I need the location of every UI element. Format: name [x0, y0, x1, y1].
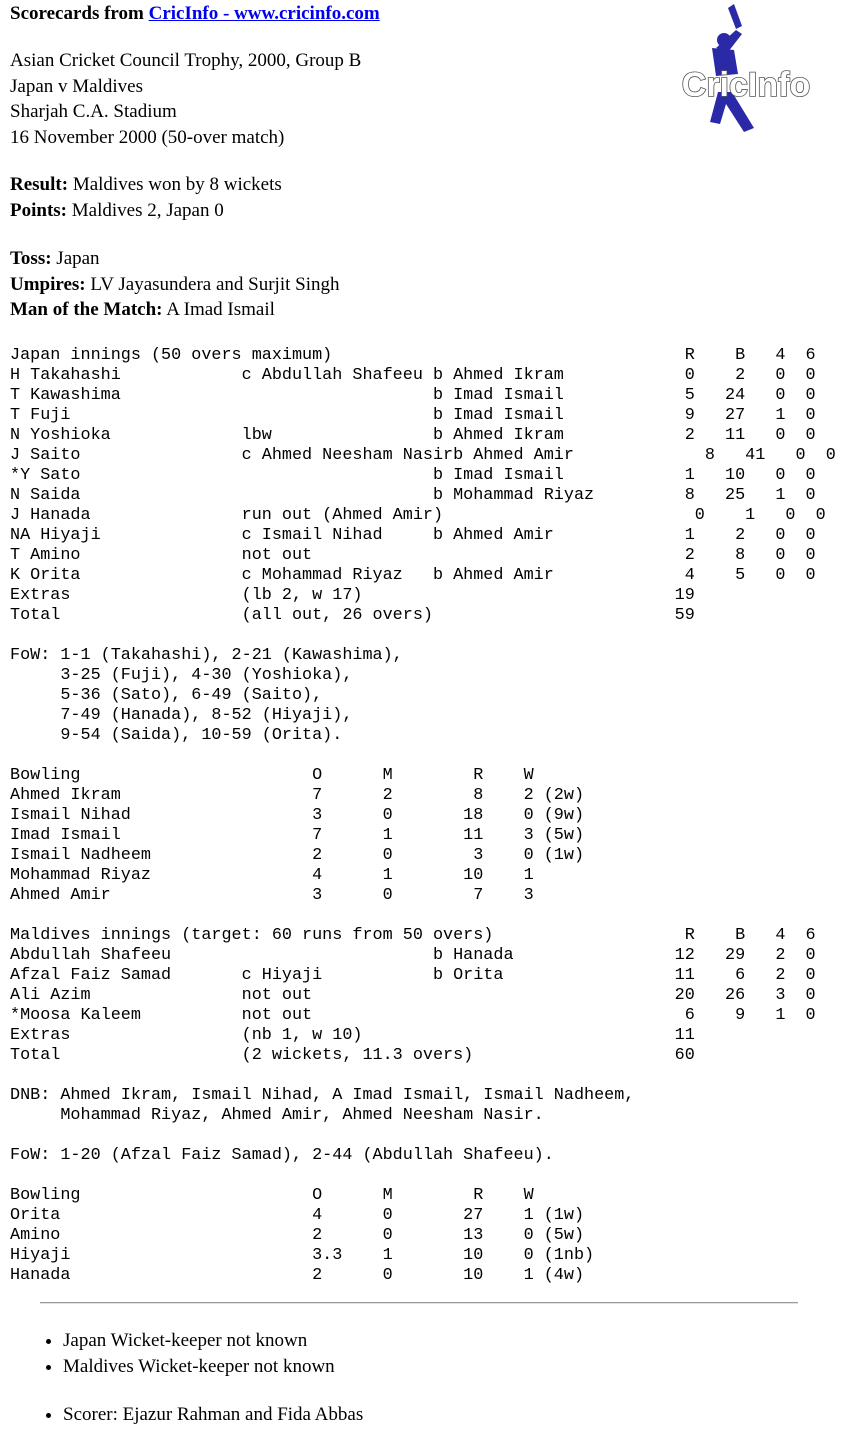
- batting-row: J Hanada run out (Ahmed Amir) 0 1 0 0: [10, 506, 826, 525]
- batting-row: N Saida b Mohammad Riyaz 8 25 1 0: [10, 486, 816, 505]
- fow-line: FoW: 1-1 (Takahashi), 2-21 (Kawashima),: [10, 646, 403, 665]
- fow-line: 5-36 (Sato), 6-49 (Saito),: [60, 686, 323, 705]
- maldives-total-row: Total (2 wickets, 11.3 overs) 60: [10, 1046, 695, 1065]
- bowling-row: Ahmed Ikram 7 2 8 2 (2w): [10, 786, 585, 805]
- match-info: [10, 48, 361, 150]
- batting-row: T Kawashima b Imad Ismail 5 24 0 0: [10, 386, 816, 405]
- venue: Sharjah C.A. Stadium: [10, 101, 177, 122]
- batting-row: *Moosa Kaleem not out 6 9 1 0: [10, 1006, 816, 1025]
- result-info: [10, 172, 282, 223]
- page-title-prefix: Scorecards from: [10, 3, 149, 24]
- batting-row: Afzal Faiz Samad c Hiyaji b Orita 11 6 2 0: [10, 966, 816, 985]
- batting-row: Ali Azim not out 20 26 3 0: [10, 986, 816, 1005]
- fow-line: 3-25 (Fuji), 4-30 (Yoshioka),: [60, 666, 353, 685]
- points-line: [10, 198, 282, 224]
- teams: Japan v Maldives: [10, 75, 143, 97]
- maldives-extras-row: Extras (nb 1, w 10) 11: [10, 1026, 695, 1045]
- points-label: Points:: [10, 199, 67, 221]
- cricinfo-link[interactable]: CricInfo - www.cricinfo.com: [148, 3, 380, 24]
- scorer-note: • Scorer: Ejazur Rahman and Fida Abbas: [63, 1402, 363, 1428]
- bowling-row: Ahmed Amir 3 0 7 3: [10, 886, 534, 905]
- maldives-innings-header: Maldives innings (target: 60 runs from 50 overs) R B 4 6: [10, 926, 816, 945]
- points-value: Maldives 2, Japan 0: [67, 199, 224, 221]
- japan-batting-card: [10, 346, 836, 626]
- maldives-bowling-card: [10, 1186, 594, 1286]
- bowling-row: Amino 2 0 13 0 (5w): [10, 1226, 585, 1245]
- japan-bowling-card: [10, 766, 584, 906]
- batting-row: K Orita c Mohammad Riyaz b Ahmed Amir 4 5 0 0: [10, 566, 816, 585]
- fow-line: 9-54 (Saida), 10-59 (Orita).: [10, 726, 343, 745]
- maldives-did-not-bat: [10, 1086, 634, 1126]
- note-item: • Maldives Wicket-keeper not known: [63, 1354, 335, 1380]
- bowling-row: Ismail Nadheem 2 0 3 0 (1w): [10, 846, 585, 865]
- cricinfo-logo: [676, 4, 816, 132]
- batting-row: J Saito c Ahmed Neesham Nasirb Ahmed Amir 8 41 0 0: [10, 446, 836, 465]
- officials-info: [10, 246, 340, 323]
- umpires-value: LV Jayasundera and Surjit Singh: [85, 273, 340, 295]
- umpires-line: [10, 272, 340, 298]
- japan-total-row: Total (all out, 26 overs) 59: [10, 606, 695, 625]
- bowling-row: Hanada 2 0 10 1 (4w): [10, 1266, 585, 1285]
- dnb-line: DNB: Ahmed Ikram, Ismail Nihad, A Imad Ismail, Ismail Nadheem,: [10, 1086, 635, 1105]
- fow-line: 7-49 (Hanada), 8-52 (Hiyaji),: [60, 706, 353, 725]
- bowling-row: Hiyaji 3.3 1 10 0 (1nb): [10, 1246, 595, 1265]
- batting-row: NA Hiyaji c Ismail Nihad b Ahmed Amir 1 2 0 0: [10, 526, 816, 545]
- bowling-header: Bowling O M R W: [10, 766, 534, 785]
- notes-list: [0, 1328, 335, 1380]
- batting-row: T Amino not out 2 8 0 0: [10, 546, 816, 565]
- match-date: 16 November 2000 (50-over match): [10, 126, 285, 148]
- bowling-row: Imad Ismail 7 1 11 3 (5w): [10, 826, 585, 845]
- dnb-line: Mohammad Riyaz, Ahmed Amir, Ahmed Neesham Nasir.: [10, 1106, 544, 1125]
- scorer-list: [0, 1402, 363, 1428]
- mom-line: [10, 297, 340, 323]
- maldives-fall-of-wickets: [10, 1146, 554, 1166]
- toss-line: [10, 246, 340, 272]
- maldives-batting-card: [10, 926, 816, 1066]
- bowling-header: Bowling O M R W: [10, 1186, 534, 1205]
- mom-value: A Imad Ismail: [162, 299, 275, 320]
- batting-row: *Y Sato b Imad Ismail 1 10 0 0: [10, 466, 816, 485]
- bowling-row: Mohammad Riyaz 4 1 10 1: [10, 866, 534, 885]
- batting-row: Abdullah Shafeeu b Hanada 12 29 2 0: [10, 946, 816, 965]
- bowling-row: Ismail Nihad 3 0 18 0 (9w): [10, 806, 585, 825]
- toss-label: Toss:: [10, 248, 52, 269]
- page-title: [10, 3, 380, 25]
- result-label: Result:: [10, 174, 69, 195]
- bowling-row: Orita 4 0 27 1 (1w): [10, 1206, 585, 1225]
- batting-row: N Yoshioka lbw b Ahmed Ikram 2 11 0 0: [10, 426, 816, 445]
- mom-label: Man of the Match:: [10, 299, 163, 320]
- fow-line: FoW: 1-20 (Afzal Faiz Samad), 2-44 (Abdullah Shafeeu).: [10, 1146, 554, 1165]
- batting-row: H Takahashi c Abdullah Shafeeu b Ahmed Ikram 0 2 0 0: [10, 366, 816, 385]
- logo-text: CricInfo: [681, 66, 811, 104]
- note-item: • Japan Wicket-keeper not known: [63, 1328, 335, 1354]
- japan-innings-header: Japan innings (50 overs maximum) R B 4 6: [10, 346, 816, 365]
- batting-row: T Fuji b Imad Ismail 9 27 1 0: [10, 406, 816, 425]
- japan-fall-of-wickets: [10, 646, 403, 746]
- japan-extras-row: Extras (lb 2, w 17) 19: [10, 586, 695, 605]
- result-value: Maldives won by 8 wickets: [68, 174, 282, 195]
- result-line: [10, 172, 282, 198]
- competition: Asian Cricket Council Trophy, 2000, Group B: [10, 50, 362, 71]
- horizontal-rule: [40, 1302, 798, 1304]
- umpires-label: Umpires:: [10, 273, 86, 295]
- toss-value: Japan: [51, 248, 100, 269]
